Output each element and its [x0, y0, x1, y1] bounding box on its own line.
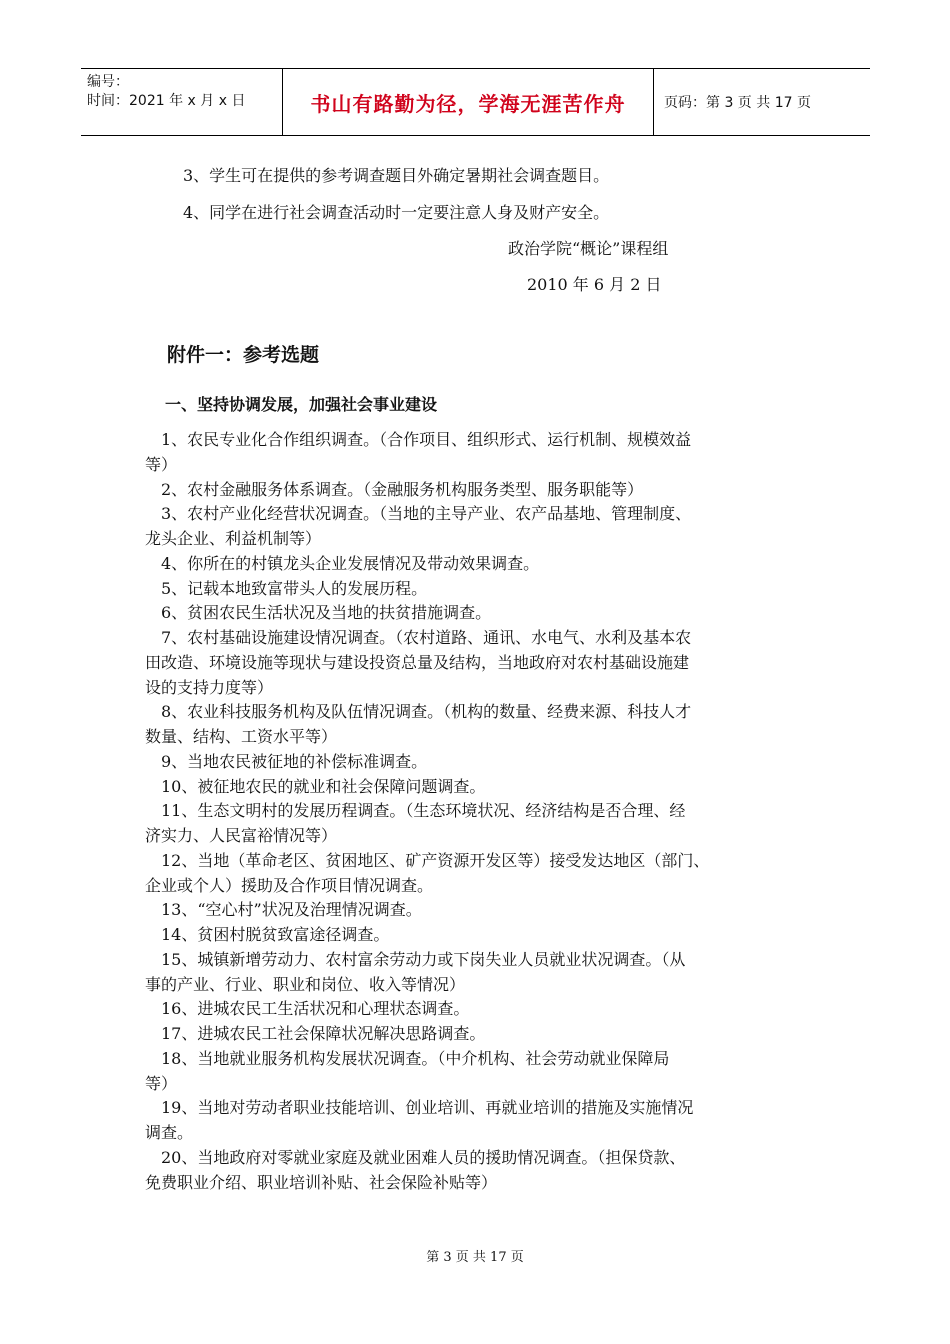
topic-line: 9、当地农民被征地的补偿标准调查。: [161, 751, 428, 771]
page-footer: 第 3 页 共 17 页: [426, 1250, 524, 1265]
header-page-info: 页码：第 3 页 共 17 页: [664, 95, 811, 111]
note-item-4: 4、同学在进行社会调查活动时一定要注意人身及财产安全。: [183, 203, 610, 222]
topic-line: 13、“空心村”状况及治理情况调查。: [161, 900, 422, 920]
topic-line: 19、当地对劳动者职业技能培训、创业培训、再就业培训的措施及实施情况: [161, 1098, 694, 1118]
topic-line: 等）: [145, 454, 178, 474]
topic-line: 济实力、人民富裕情况等）: [145, 826, 338, 845]
header-motto: 书山有路勤为径，学海无涯苦作舟: [282, 69, 654, 135]
topic-line: 龙头企业、利益机制等）: [145, 529, 322, 548]
topic-line: 田改造、环境设施等现状与建设投资总量及结构，当地政府对农村基础设施建: [145, 652, 690, 672]
topic-line: 6、贫困农民生活状况及当地的扶贫措施调查。: [161, 603, 492, 623]
topic-line: 5、记载本地致富带头人的发展历程。: [161, 578, 428, 598]
topic-line: 4、你所在的村镇龙头企业发展情况及带动效果调查。: [161, 553, 540, 573]
topic-line: 设的支持力度等）: [145, 677, 274, 697]
topic-line: 等）: [145, 1073, 178, 1093]
topic-line: 数量、结构、工资水平等）: [145, 727, 338, 746]
section-title: 一、坚持协调发展，加强社会事业建设: [165, 395, 438, 414]
time-label: 时间：2021 年 x 月 x 日: [87, 93, 246, 109]
number-label: 编号：: [87, 74, 129, 90]
topic-line: 15、城镇新增劳动力、农村富余劳动力或下岗失业人员就业状况调查。（从: [161, 949, 686, 969]
topic-line: 1、农民专业化合作组织调查。（合作项目、组织形式、运行机制、规模效益: [161, 430, 692, 449]
topic-line: 7、农村基础设施建设情况调查。（农村道路、通讯、水电气、水利及基本农: [161, 628, 692, 647]
topic-line: 10、被征地农民的就业和社会保障问题调查。: [161, 776, 486, 796]
topic-line: 20、当地政府对零就业家庭及就业困难人员的援助情况调查。（担保贷款、: [161, 1147, 686, 1167]
topic-line: 14、贫困村脱贫致富途径调查。: [161, 925, 390, 944]
topic-line: 事的产业、行业、职业和岗位、收入等情况）: [145, 974, 466, 994]
topic-line: 2、农村金融服务体系调查。（金融服务机构服务类型、服务职能等）: [161, 479, 644, 499]
signature-date: 2010 年 6 月 2 日: [527, 275, 662, 294]
topic-line: 3、农村产业化经营状况调查。（当地的主导产业、农产品基地、管理制度、: [161, 504, 692, 524]
topic-line: 12、当地（革命老区、贫困地区、矿产资源开发区等）接受发达地区（部门、: [161, 850, 710, 870]
topic-line: 17、进城农民工社会保障状况解决思路调查。: [161, 1024, 486, 1043]
header-meta: [81, 69, 282, 135]
note-item-3: 3、学生可在提供的参考调查题目外确定暑期社会调查题目。: [183, 166, 610, 185]
topic-line: 8、农业科技服务机构及队伍情况调查。（机构的数量、经费来源、科技人才: [161, 702, 692, 722]
topic-line: 免费职业介绍、职业培训补贴、社会保险补贴等）: [145, 1172, 498, 1192]
topic-line: 企业或个人）援助及合作项目情况调查。: [145, 875, 434, 895]
topic-line: 18、当地就业服务机构发展状况调查。（中介机构、社会劳动就业保障局: [161, 1048, 670, 1068]
topic-line: 11、生态文明村的发展历程调查。（生态环境状况、经济结构是否合理、经: [161, 801, 686, 821]
signature-org: 政治学院“概论”课程组: [508, 239, 669, 258]
page-header: [81, 68, 870, 136]
topic-line: 16、进城农民工生活状况和心理状态调查。: [161, 999, 470, 1019]
attachment-title: 附件一：参考选题: [167, 344, 320, 366]
topic-line: 调查。: [145, 1123, 194, 1142]
